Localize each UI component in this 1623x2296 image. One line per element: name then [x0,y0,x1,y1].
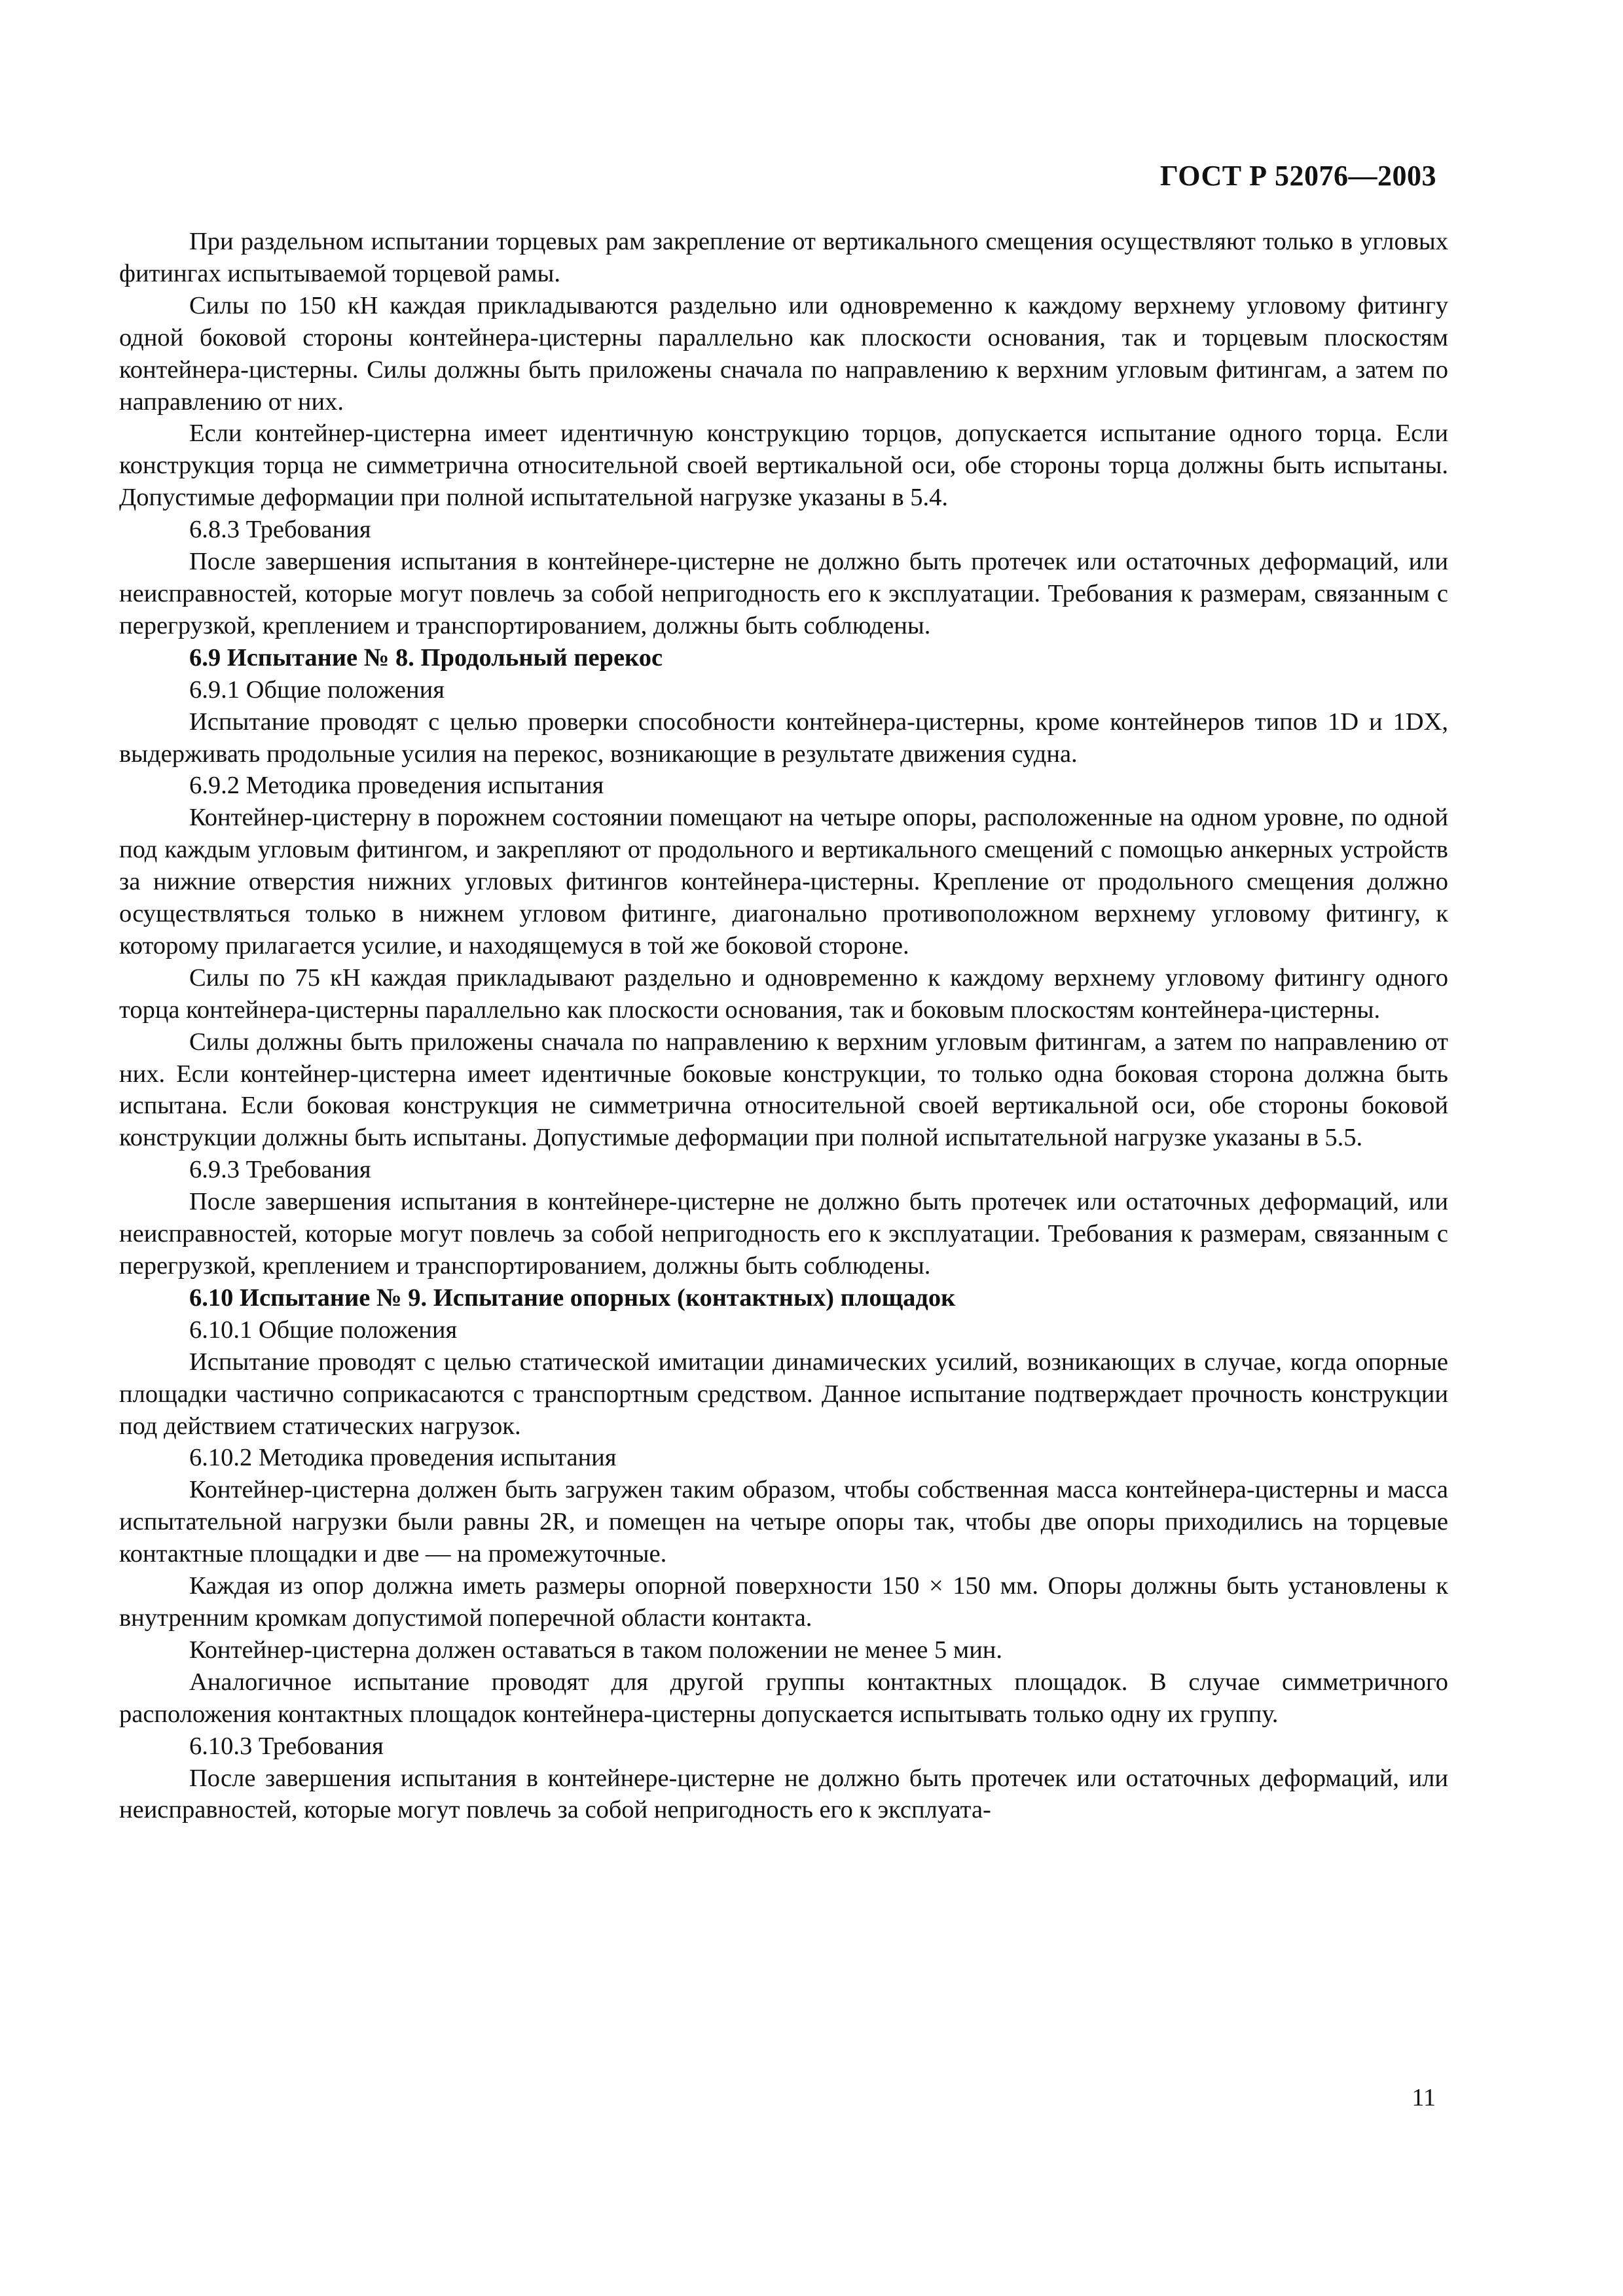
clause-6-10-2-title: 6.10.2 Методика проведения испытания [189,1444,617,1472]
page-number: 11 [1412,2084,1436,2111]
clause-6-9-1-title: 6.9.1 Общие положения [189,675,445,704]
paragraph-6-8-3-requirements: После завершения испытания в контейнере-цистерне не должно быть протечек или остаточных деформаций, или неисправностей, которые могут повлечь за собой непригодность его к эксплуатации. Требования к размерам, связанным с перегрузкой, креплением и транспортированием, должны быть соблюдены. [119,548,1448,639]
clause-6-9-2-title: 6.9.2 Методика проведения испытания [189,772,604,800]
clause-6-8-3-title: 6.8.3 Требования [189,516,371,544]
paragraph-6-10-1-purpose: Испытание проводят с целью статической имитации динамических усилий, возникающих в случае, когда опорные площадки частично соприкасаются с транспортным средством. Данное испытание подтверждает прочность конструкции под действием статических нагрузок. [119,1348,1448,1440]
paragraph-6-9-2-directions: Силы должны быть приложены сначала по направлению к верхним угловым фитингам, а затем по направлению от них. Если контейнер-цистерна имеет идентичные боковые конструкции, то только одна боковая сторона должна быть испытана. Если боковая конструкция не симметрична относительной своей вертикальной оси, обе стороны боковой конструкции должны быть испытаны. Допустимые деформации при полной испытательной нагрузке указаны в 5.5. [119,1028,1448,1152]
clause-6-10-1-title: 6.10.1 Общие положения [189,1316,458,1344]
paragraph-forces-150kn: Силы по 150 кН каждая прикладываются раздельно или одновременно к каждому верхнему угловому фитингу одной боковой стороны контейнера-цистерны параллельно как плоскости основания, так и торцевым плоскостям контейнера-цистерны. Силы должны быть приложены сначала по направлению к верхним угловым фитингам, а затем по направлению от них. [119,291,1448,416]
clause-6-9-3-title: 6.9.3 Требования [189,1156,371,1184]
paragraph-6-10-2-other-group: Аналогичное испытание проводят для другой группы контактных площадок. В случае симметричного расположения контактных площадок контейнера-цистерны допускается испытывать только одну их группу. [119,1668,1448,1728]
paragraph-6-9-3-requirements: После завершения испытания в контейнере-цистерне не должно быть протечек или остаточных деформаций, или неисправностей, которые могут повлечь за собой непригодность его к эксплуатации. Требования к размерам, связанным с перегрузкой, креплением и транспортированием, должны быть соблюдены. [119,1188,1448,1280]
paragraph-6-10-3-requirements: После завершения испытания в контейнере-цистерне не должно быть протечек или остаточных деформаций, или неисправностей, которые могут повлечь за собой непригодность его к эксплуата- [119,1764,1448,1824]
section-6-10-heading: 6.10 Испытание № 9. Испытание опорных (контактных) площадок [189,1283,956,1312]
section-6-9-heading: 6.9 Испытание № 8. Продольный перекос [189,643,663,672]
paragraph-6-9-2-forces-75kn: Силы по 75 кН каждая прикладывают раздельно и одновременно к каждому верхнему угловому фитингу одного торца контейнера-цистерны параллельно как плоскости основания, так и боковым плоскостям контейнера-цистерны. [119,963,1448,1024]
paragraph-6-10-2-duration: Контейнер-цистерна должен оставаться в таком положении не менее 5 мин. [189,1636,1003,1664]
paragraph-6-9-1-purpose: Испытание проводят с целью проверки способности контейнера-цистерны, кроме контейнеров типов 1D и 1DX, выдерживать продольные усилия на перекос, возникающие в результате движения судна. [119,708,1448,768]
paragraph-identical-ends: Если контейнер-цистерна имеет идентичную конструкцию торцов, допускается испытание одного торца. Если конструкция торца не симметрична относительной своей вертикальной оси, обе стороны торца должны быть испытаны. Допустимые деформации при полной испытательной нагрузке указаны в 5.4. [119,420,1448,512]
document-body [119,226,1448,1826]
clause-6-10-3-title: 6.10.3 Требования [189,1732,384,1760]
paragraph-6-9-2-supports: Контейнер-цистерну в порожнем состоянии помещают на четыре опоры, расположенные на одном уровне, по одной под каждым угловым фитингом, и закрепляют от продольного и вертикального смещений с помощью анкерных устройств за нижние отверстия нижних угловых фитингов контейнера-цистерны. Крепление от продольного смещения должно осуществляться только в нижнем угловом фитинге, диагонально противоположном верхнему угловому фитингу, к которому прилагается усилие, и находящемуся в той же боковой стороне. [119,804,1448,960]
document-code-header: ГОСТ Р 52076—2003 [1159,160,1436,192]
paragraph-end-frames-fixing: При раздельном испытании торцевых рам закрепление от вертикального смещения осуществляют только в угловых фитингах испытываемой торцевой рамы. [119,228,1448,287]
paragraph-6-10-2-support-size: Каждая из опор должна иметь размеры опорной поверхности 150 × 150 мм. Опоры должны быть установлены к внутренним кромкам допустимой поперечной области контакта. [119,1572,1448,1632]
paragraph-6-10-2-loading: Контейнер-цистерна должен быть загружен таким образом, чтобы собственная масса контейнера-цистерны и масса испытательной нагрузки были равны 2R, и помещен на четыре опоры так, чтобы две опоры приходились на торцевые контактные площадки и две — на промежуточные. [119,1476,1448,1568]
